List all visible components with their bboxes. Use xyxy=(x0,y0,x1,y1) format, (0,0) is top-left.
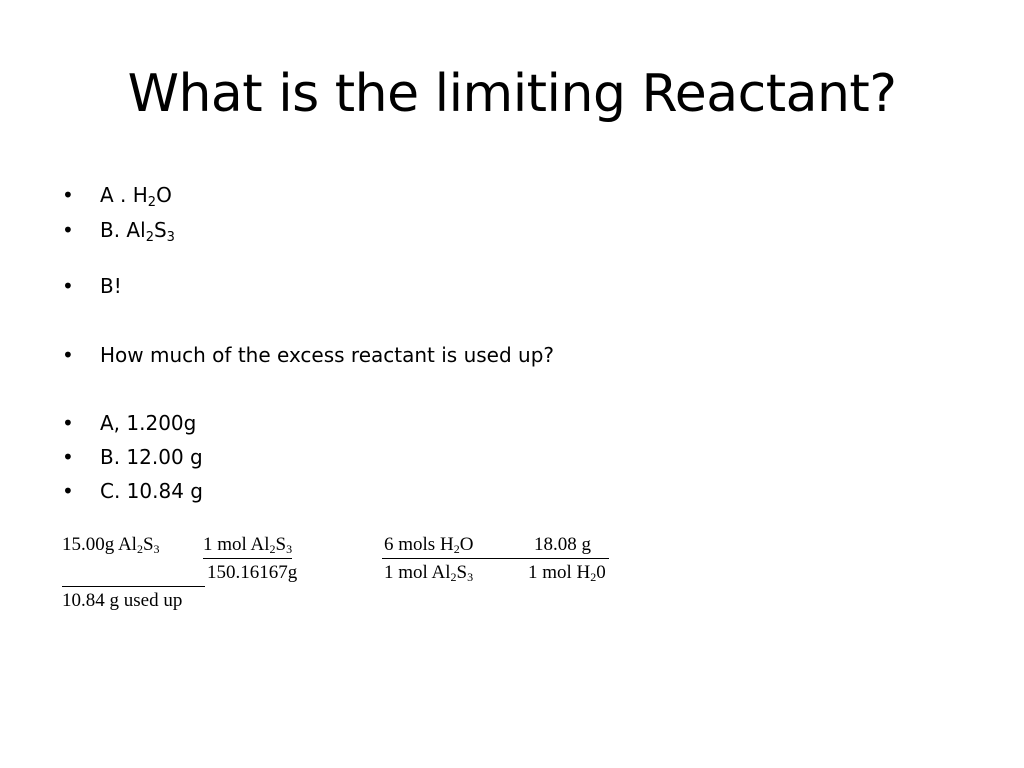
bullet-icon: • xyxy=(62,218,74,242)
calc-result: 10.84 g used up xyxy=(62,590,183,611)
option-a-text-end: O xyxy=(156,183,172,207)
subscript: 2 xyxy=(269,542,276,556)
subscript: 3 xyxy=(166,230,175,245)
factor1-num-mid: S xyxy=(275,534,287,555)
option-a-text: A . H xyxy=(100,183,148,207)
option-a-mass-text: A, 1.200g xyxy=(100,411,197,435)
bullet-icon: • xyxy=(62,183,74,207)
subscript: 3 xyxy=(286,542,293,556)
factor2-den-b-suffix: 0 xyxy=(596,562,606,583)
bullet-icon: • xyxy=(62,479,74,503)
slide-title: What is the limiting Reactant? xyxy=(127,64,897,124)
factor2-den-text: 1 mol Al xyxy=(384,562,451,583)
factor1-numerator xyxy=(203,532,292,559)
factor1-num-text: 1 mol Al xyxy=(203,534,270,555)
option-b-mass-text: B. 12.00 g xyxy=(100,445,203,469)
factor1-denominator: 150.16167g xyxy=(207,562,298,583)
start-mass-text: 15.00g Al xyxy=(62,534,137,555)
answer-text: B! xyxy=(100,274,122,298)
bullet-icon: • xyxy=(62,411,74,435)
subscript: 2 xyxy=(453,542,460,556)
subscript: 2 xyxy=(145,230,154,245)
stoichiometry-calculation xyxy=(62,532,762,622)
option-c-mass-text: C. 10.84 g xyxy=(100,479,203,503)
factor2-numerator xyxy=(382,532,609,559)
fraction-line xyxy=(62,586,205,587)
subscript: 3 xyxy=(153,542,160,556)
factor2-num-mass: 18.08 g xyxy=(534,534,591,555)
factor2-num-text: 6 mols H xyxy=(384,534,454,555)
subscript: 2 xyxy=(450,570,457,584)
factor2-den-mid: S xyxy=(456,562,468,583)
factor2-denominator-a xyxy=(384,560,473,586)
question-text: How much of the excess reactant is used up? xyxy=(100,343,555,367)
start-mass-mid: S xyxy=(142,534,154,555)
start-mass xyxy=(62,532,160,558)
subscript: 2 xyxy=(136,542,143,556)
bullet-icon: • xyxy=(62,445,74,469)
bullet-icon: • xyxy=(62,343,74,367)
subscript: 2 xyxy=(590,570,597,584)
option-b-text-mid: S xyxy=(153,218,167,242)
bullet-icon: • xyxy=(62,274,74,298)
factor2-den-b-text: 1 mol H xyxy=(528,562,591,583)
subscript: 3 xyxy=(467,570,474,584)
factor2-denominator-b xyxy=(528,560,606,586)
factor2-num-suffix: O xyxy=(459,534,474,555)
subscript: 2 xyxy=(147,195,157,210)
option-b-text: B. Al xyxy=(100,218,146,242)
